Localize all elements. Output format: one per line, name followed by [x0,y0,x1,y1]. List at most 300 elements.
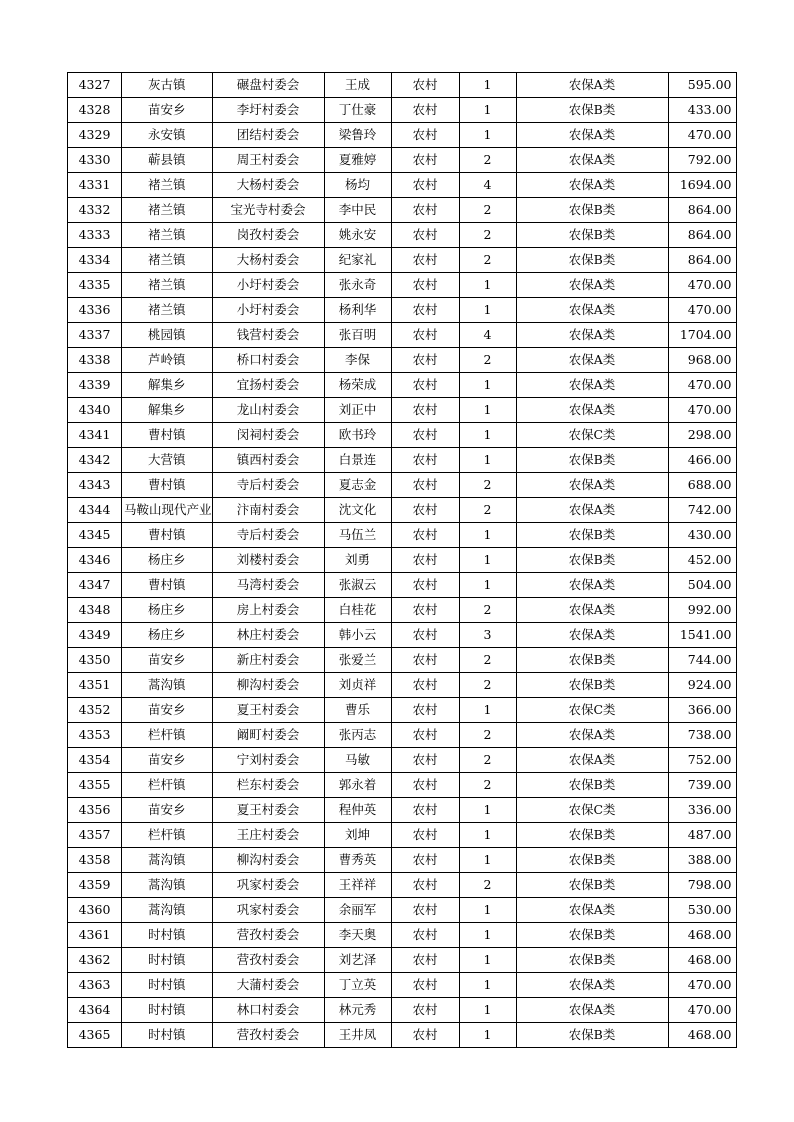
residence-type-cell: 农村 [391,948,459,973]
household-count-cell: 1 [459,948,516,973]
insurance-category-cell: 农保A类 [516,473,668,498]
person-name-cell: 杨荣成 [324,373,391,398]
household-count-cell: 1 [459,898,516,923]
residence-type-cell: 农村 [391,748,459,773]
township-cell: 时村镇 [122,948,213,973]
township-cell: 马鞍山现代产业 [122,498,213,523]
household-count-cell: 1 [459,998,516,1023]
person-name-cell: 杨均 [324,173,391,198]
table-row [68,173,737,198]
household-count-cell: 2 [459,748,516,773]
village-committee-cell: 栏东村委会 [212,773,324,798]
village-committee-cell: 马湾村委会 [212,573,324,598]
person-name-cell: 余丽军 [324,898,391,923]
residence-type-cell: 农村 [391,273,459,298]
household-count-cell: 2 [459,223,516,248]
record-number-cell: 4350 [68,648,122,673]
table-row [68,348,737,373]
household-count-cell: 2 [459,723,516,748]
record-number-cell: 4333 [68,223,122,248]
record-number-cell: 4334 [68,248,122,273]
table-row [68,148,737,173]
amount-cell: 992.00 [668,598,736,623]
record-number-cell: 4336 [68,298,122,323]
residence-type-cell: 农村 [391,598,459,623]
household-count-cell: 1 [459,848,516,873]
record-number-cell: 4354 [68,748,122,773]
village-committee-cell: 巩家村委会 [212,873,324,898]
amount-cell: 470.00 [668,123,736,148]
amount-cell: 470.00 [668,398,736,423]
residence-type-cell: 农村 [391,873,459,898]
village-committee-cell: 宝光寺村委会 [212,198,324,223]
person-name-cell: 夏雅婷 [324,148,391,173]
household-count-cell: 2 [459,498,516,523]
person-name-cell: 丁立英 [324,973,391,998]
residence-type-cell: 农村 [391,223,459,248]
record-number-cell: 4360 [68,898,122,923]
table-row [68,273,737,298]
village-committee-cell: 龙山村委会 [212,398,324,423]
household-count-cell: 1 [459,698,516,723]
table-row [68,723,737,748]
person-name-cell: 张爱兰 [324,648,391,673]
insurance-category-cell: 农保B类 [516,948,668,973]
residence-type-cell: 农村 [391,898,459,923]
insurance-category-cell: 农保B类 [516,848,668,873]
residence-type-cell: 农村 [391,323,459,348]
insurance-category-cell: 农保A类 [516,73,668,98]
insurance-category-cell: 农保A类 [516,748,668,773]
person-name-cell: 夏志金 [324,473,391,498]
household-count-cell: 1 [459,573,516,598]
township-cell: 蕲县镇 [122,148,213,173]
record-number-cell: 4340 [68,398,122,423]
household-count-cell: 2 [459,598,516,623]
insurance-category-cell: 农保A类 [516,498,668,523]
table-row [68,448,737,473]
table-row [68,523,737,548]
table-row [68,623,737,648]
village-committee-cell: 闵祠村委会 [212,423,324,448]
township-cell: 褚兰镇 [122,223,213,248]
person-name-cell: 张永奇 [324,273,391,298]
amount-cell: 470.00 [668,973,736,998]
record-number-cell: 4341 [68,423,122,448]
village-committee-cell: 王庄村委会 [212,823,324,848]
village-committee-cell: 刘楼村委会 [212,548,324,573]
village-committee-cell: 大蒲村委会 [212,973,324,998]
residence-type-cell: 农村 [391,698,459,723]
amount-cell: 738.00 [668,723,736,748]
insurance-category-cell: 农保B类 [516,523,668,548]
table-body [68,73,737,1048]
table-row [68,73,737,98]
person-name-cell: 李天奥 [324,923,391,948]
person-name-cell: 王祥祥 [324,873,391,898]
village-committee-cell: 林口村委会 [212,998,324,1023]
record-number-cell: 4342 [68,448,122,473]
person-name-cell: 王井凤 [324,1023,391,1048]
person-name-cell: 纪家礼 [324,248,391,273]
residence-type-cell: 农村 [391,923,459,948]
residence-type-cell: 农村 [391,423,459,448]
amount-cell: 470.00 [668,273,736,298]
village-committee-cell: 房上村委会 [212,598,324,623]
record-number-cell: 4346 [68,548,122,573]
insurance-category-cell: 农保B类 [516,548,668,573]
residence-type-cell: 农村 [391,248,459,273]
insurance-category-cell: 农保A类 [516,623,668,648]
record-number-cell: 4349 [68,623,122,648]
household-count-cell: 2 [459,473,516,498]
township-cell: 褚兰镇 [122,273,213,298]
table-row [68,973,737,998]
table-row [68,548,737,573]
insurance-category-cell: 农保A类 [516,398,668,423]
residence-type-cell: 农村 [391,823,459,848]
person-name-cell: 刘贞祥 [324,673,391,698]
amount-cell: 688.00 [668,473,736,498]
insurance-category-cell: 农保B类 [516,198,668,223]
record-number-cell: 4347 [68,573,122,598]
record-number-cell: 4364 [68,998,122,1023]
table-row [68,698,737,723]
record-number-cell: 4348 [68,598,122,623]
household-count-cell: 1 [459,823,516,848]
amount-cell: 744.00 [668,648,736,673]
village-committee-cell: 钱营村委会 [212,323,324,348]
table-row [68,873,737,898]
record-number-cell: 4332 [68,198,122,223]
village-committee-cell: 营孜村委会 [212,948,324,973]
insurance-category-cell: 农保B类 [516,873,668,898]
township-cell: 杨庄乡 [122,598,213,623]
township-cell: 桃园镇 [122,323,213,348]
township-cell: 蒿沟镇 [122,873,213,898]
household-count-cell: 1 [459,923,516,948]
village-committee-cell: 柳沟村委会 [212,673,324,698]
village-committee-cell: 小圩村委会 [212,298,324,323]
insurance-category-cell: 农保A类 [516,273,668,298]
household-count-cell: 1 [459,973,516,998]
residence-type-cell: 农村 [391,473,459,498]
record-number-cell: 4353 [68,723,122,748]
township-cell: 时村镇 [122,1023,213,1048]
table-row [68,473,737,498]
insurance-category-cell: 农保A类 [516,323,668,348]
household-count-cell: 1 [459,98,516,123]
person-name-cell: 白桂花 [324,598,391,623]
person-name-cell: 欧书玲 [324,423,391,448]
household-count-cell: 4 [459,323,516,348]
person-name-cell: 张百明 [324,323,391,348]
insurance-category-cell: 农保B类 [516,648,668,673]
table-row [68,223,737,248]
amount-cell: 470.00 [668,298,736,323]
township-cell: 曹村镇 [122,473,213,498]
amount-cell: 968.00 [668,348,736,373]
record-number-cell: 4344 [68,498,122,523]
person-name-cell: 张淑云 [324,573,391,598]
person-name-cell: 曹秀英 [324,848,391,873]
village-committee-cell: 大杨村委会 [212,248,324,273]
township-cell: 栏杆镇 [122,723,213,748]
township-cell: 灰古镇 [122,73,213,98]
amount-cell: 864.00 [668,248,736,273]
township-cell: 曹村镇 [122,573,213,598]
household-count-cell: 2 [459,648,516,673]
village-committee-cell: 李圩村委会 [212,98,324,123]
township-cell: 褚兰镇 [122,173,213,198]
insurance-category-cell: 农保A类 [516,373,668,398]
person-name-cell: 姚永安 [324,223,391,248]
village-committee-cell: 营孜村委会 [212,1023,324,1048]
village-committee-cell: 碾盘村委会 [212,73,324,98]
household-count-cell: 1 [459,73,516,98]
household-count-cell: 2 [459,148,516,173]
table-row [68,423,737,448]
village-committee-cell: 汴南村委会 [212,498,324,523]
village-committee-cell: 团结村委会 [212,123,324,148]
village-committee-cell: 寺后村委会 [212,523,324,548]
household-count-cell: 1 [459,273,516,298]
residence-type-cell: 农村 [391,73,459,98]
insurance-category-cell: 农保C类 [516,698,668,723]
person-name-cell: 李保 [324,348,391,373]
amount-cell: 430.00 [668,523,736,548]
amount-cell: 1694.00 [668,173,736,198]
insurance-category-cell: 农保A类 [516,598,668,623]
township-cell: 褚兰镇 [122,248,213,273]
insurance-category-cell: 农保B类 [516,98,668,123]
amount-cell: 798.00 [668,873,736,898]
amount-cell: 530.00 [668,898,736,923]
residence-type-cell: 农村 [391,173,459,198]
residence-type-cell: 农村 [391,373,459,398]
person-name-cell: 李中民 [324,198,391,223]
amount-cell: 468.00 [668,1023,736,1048]
township-cell: 时村镇 [122,973,213,998]
township-cell: 褚兰镇 [122,198,213,223]
village-committee-cell: 营孜村委会 [212,923,324,948]
residence-type-cell: 农村 [391,723,459,748]
amount-cell: 433.00 [668,98,736,123]
amount-cell: 504.00 [668,573,736,598]
household-count-cell: 2 [459,348,516,373]
record-number-cell: 4357 [68,823,122,848]
table-row [68,648,737,673]
township-cell: 永安镇 [122,123,213,148]
amount-cell: 924.00 [668,673,736,698]
township-cell: 解集乡 [122,373,213,398]
township-cell: 苗安乡 [122,748,213,773]
record-number-cell: 4355 [68,773,122,798]
table-row [68,373,737,398]
person-name-cell: 刘坤 [324,823,391,848]
village-committee-cell: 阚町村委会 [212,723,324,748]
insurance-category-cell: 农保A类 [516,148,668,173]
township-cell: 苗安乡 [122,798,213,823]
village-committee-cell: 新庄村委会 [212,648,324,673]
township-cell: 苗安乡 [122,98,213,123]
amount-cell: 452.00 [668,548,736,573]
amount-cell: 864.00 [668,223,736,248]
insurance-category-cell: 农保B类 [516,773,668,798]
table-row [68,773,737,798]
insurance-category-cell: 农保A类 [516,173,668,198]
amount-cell: 487.00 [668,823,736,848]
amount-cell: 366.00 [668,698,736,723]
residence-type-cell: 农村 [391,123,459,148]
village-committee-cell: 柳沟村委会 [212,848,324,873]
record-number-cell: 4328 [68,98,122,123]
record-number-cell: 4363 [68,973,122,998]
table-row [68,798,737,823]
person-name-cell: 郭永着 [324,773,391,798]
township-cell: 时村镇 [122,998,213,1023]
residence-type-cell: 农村 [391,648,459,673]
township-cell: 解集乡 [122,398,213,423]
insurance-category-cell: 农保B类 [516,1023,668,1048]
record-number-cell: 4327 [68,73,122,98]
person-name-cell: 白景连 [324,448,391,473]
township-cell: 栏杆镇 [122,773,213,798]
person-name-cell: 马敏 [324,748,391,773]
record-number-cell: 4356 [68,798,122,823]
table-row [68,398,737,423]
household-count-cell: 1 [459,423,516,448]
table-row [68,573,737,598]
record-number-cell: 4361 [68,923,122,948]
household-count-cell: 1 [459,448,516,473]
table-row [68,98,737,123]
village-committee-cell: 宜扬村委会 [212,373,324,398]
insurance-category-cell: 农保A类 [516,998,668,1023]
table-row [68,498,737,523]
amount-cell: 739.00 [668,773,736,798]
record-number-cell: 4330 [68,148,122,173]
record-number-cell: 4359 [68,873,122,898]
amount-cell: 336.00 [668,798,736,823]
table-row [68,123,737,148]
household-count-cell: 1 [459,548,516,573]
person-name-cell: 丁仕豪 [324,98,391,123]
household-count-cell: 2 [459,673,516,698]
amount-cell: 1704.00 [668,323,736,348]
person-name-cell: 林元秀 [324,998,391,1023]
township-cell: 芦岭镇 [122,348,213,373]
residence-type-cell: 农村 [391,998,459,1023]
person-name-cell: 张丙志 [324,723,391,748]
residence-type-cell: 农村 [391,623,459,648]
residence-type-cell: 农村 [391,798,459,823]
village-committee-cell: 周王村委会 [212,148,324,173]
residence-type-cell: 农村 [391,973,459,998]
record-number-cell: 4352 [68,698,122,723]
residence-type-cell: 农村 [391,523,459,548]
amount-cell: 864.00 [668,198,736,223]
insurance-category-cell: 农保A类 [516,573,668,598]
village-committee-cell: 镇西村委会 [212,448,324,473]
table-row [68,898,737,923]
amount-cell: 468.00 [668,948,736,973]
amount-cell: 470.00 [668,998,736,1023]
person-name-cell: 刘勇 [324,548,391,573]
township-cell: 苗安乡 [122,648,213,673]
residence-type-cell: 农村 [391,298,459,323]
village-committee-cell: 夏王村委会 [212,798,324,823]
insurance-category-cell: 农保A类 [516,898,668,923]
record-number-cell: 4362 [68,948,122,973]
household-count-cell: 1 [459,123,516,148]
table-row [68,1023,737,1048]
household-count-cell: 3 [459,623,516,648]
insurance-category-cell: 农保B类 [516,448,668,473]
person-name-cell: 沈文化 [324,498,391,523]
table-row [68,598,737,623]
residence-type-cell: 农村 [391,148,459,173]
amount-cell: 466.00 [668,448,736,473]
township-cell: 蒿沟镇 [122,898,213,923]
insurance-category-cell: 农保A类 [516,973,668,998]
village-committee-cell: 巩家村委会 [212,898,324,923]
township-cell: 曹村镇 [122,423,213,448]
insurance-category-cell: 农保A类 [516,123,668,148]
insurance-category-cell: 农保B类 [516,248,668,273]
table-row [68,848,737,873]
amount-cell: 468.00 [668,923,736,948]
insurance-category-cell: 农保B类 [516,673,668,698]
village-committee-cell: 林庄村委会 [212,623,324,648]
amount-cell: 298.00 [668,423,736,448]
insurance-category-cell: 农保B类 [516,923,668,948]
record-number-cell: 4339 [68,373,122,398]
table-row [68,323,737,348]
residence-type-cell: 农村 [391,1023,459,1048]
person-name-cell: 刘艺泽 [324,948,391,973]
household-count-cell: 1 [459,373,516,398]
residence-type-cell: 农村 [391,448,459,473]
amount-cell: 595.00 [668,73,736,98]
insurance-category-cell: 农保A类 [516,298,668,323]
residence-type-cell: 农村 [391,398,459,423]
household-count-cell: 1 [459,798,516,823]
record-number-cell: 4329 [68,123,122,148]
person-name-cell: 王成 [324,73,391,98]
table-row [68,923,737,948]
insurance-category-cell: 农保B类 [516,823,668,848]
amount-cell: 742.00 [668,498,736,523]
person-name-cell: 杨利华 [324,298,391,323]
person-name-cell: 韩小云 [324,623,391,648]
record-number-cell: 4331 [68,173,122,198]
township-cell: 蒿沟镇 [122,848,213,873]
table-row [68,198,737,223]
household-count-cell: 1 [459,398,516,423]
residence-type-cell: 农村 [391,548,459,573]
household-count-cell: 1 [459,1023,516,1048]
table-row [68,248,737,273]
residence-type-cell: 农村 [391,573,459,598]
township-cell: 栏杆镇 [122,823,213,848]
village-committee-cell: 岗孜村委会 [212,223,324,248]
insurance-category-cell: 农保C类 [516,798,668,823]
residence-type-cell: 农村 [391,198,459,223]
insurance-category-cell: 农保B类 [516,223,668,248]
township-cell: 苗安乡 [122,698,213,723]
amount-cell: 388.00 [668,848,736,873]
